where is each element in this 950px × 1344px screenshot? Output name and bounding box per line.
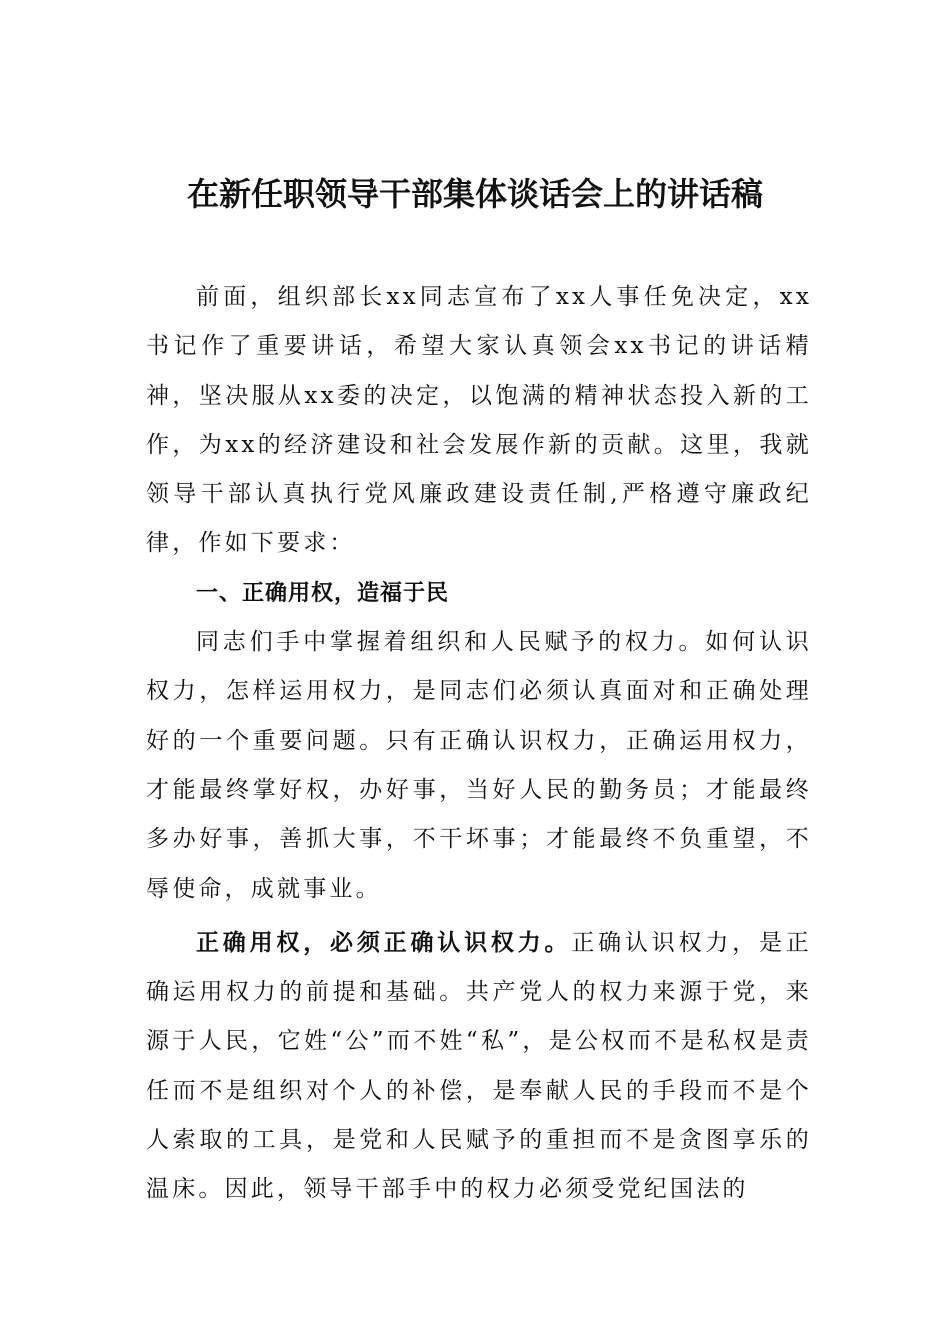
document-title: 在新任职领导干部集体谈话会上的讲话稿 <box>186 175 763 213</box>
intro-paragraph: 前面，组织部长xx同志宣布了xx人事任免决定，xx书记作了重要讲话，希望大家认真领会xx书记的讲话精神，坚决服从xx委的决定，以饱满的精神状态投入新的工作，为xx的经济建设和社会发展作新的贡献。这里，我就领导干部认真执行党风廉政建设责任制,严格遵守廉政纪律，作如下要求： <box>146 284 812 557</box>
paragraph-lead-sentence: 正确用权，必须正确认识权力。 <box>196 928 572 956</box>
document-body <box>146 273 812 1215</box>
paragraph-body-text: 正确认识权力，是正确运用权力的前提和基础。共产党人的权力来源于党，来源于人民，它姓“公”而不姓“私”，是公权而不是私权是责任而不是组织对个人的补偿，是奉献人民的手段而不是个人索取的工具，是党和人民赋予的重担而不是贪图享乐的温床。因此，领导干部手中的权力必须受党纪国法的 <box>146 929 812 1203</box>
section-heading: 一、正确用权，造福于民 <box>196 580 450 606</box>
section-paragraph-2 <box>146 918 812 1215</box>
section-paragraph-1: 同志们手中掌握着组织和人民赋予的权力。如何认识权力，怎样运用权力，是同志们必须认真面对和正确处理好的一个重要问题。只有正确认识权力，正确运用权力，才能最终掌好权，办好事，当好人民的勤务员；才能最终多办好事，善抓大事，不干坏事；才能最终不负重望，不辱使命，成就事业。 <box>146 629 812 902</box>
